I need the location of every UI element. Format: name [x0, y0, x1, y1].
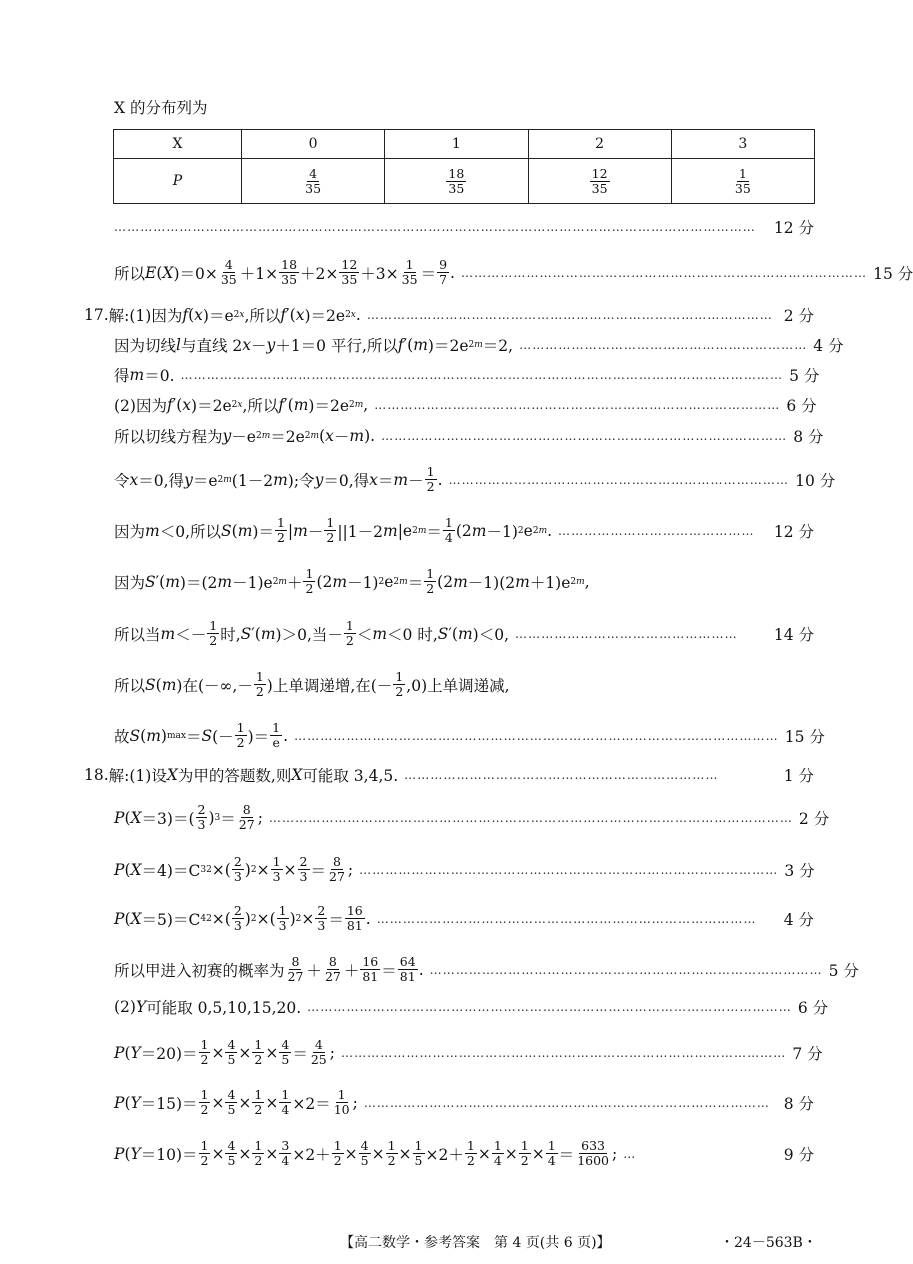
answer-line: 因为 S ′( m )＝(2 m －1)e 2m ＋ $\frac{1}{2}$ (2 m －1) 2 e 2m ＝ $\frac{1}{2}$ (2 m －1)(2 m ＋1)e 2m , — [114, 566, 590, 596]
table-cell: P — [114, 159, 242, 204]
answer-line: 令 x ＝0,得 y ＝e 2m (1－2 m );令 y ＝0,得 x ＝ m － $\frac{1}{2}$ . …………………………………………………………………… 10 分 — [114, 464, 836, 494]
table-header-row — [114, 130, 815, 159]
table-cell: $\frac{12}{35}$ — [528, 159, 671, 204]
answer-line: P ( X ＝5)＝C 4 2 ×( $\frac{2}{3}$ ) 2 ×( $\frac{1}{3}$ ) 2 × $\frac{2}{3}$ ＝ $\frac{16}{81}$ . …………………………………………………………………………… 4 分 — [114, 903, 814, 933]
distribution-intro: X 的分布列为 — [114, 99, 208, 117]
answer-line: (2) Y 可能取 0,5,10,15,20. ………………………………………………………………………………………………… 6 分 — [114, 998, 829, 1017]
table-cell: X — [114, 130, 242, 159]
answer-line: 因为 m ＜0,所以 S ( m )＝ $\frac{1}{2}$ | m － $\frac{1}{2}$ ||1－2 m |e 2m ＝ $\frac{1}{4}$ (2 m －1) 2 e 2m . ……………………………………… 12 分 — [114, 515, 814, 545]
answer-line: (2)因为 f ′( x )＝2e 2x ,所以 f ′( m )＝2e 2m , ………………………………………………………………………………… 6 分 — [114, 396, 817, 415]
table-cell: $\frac{18}{35}$ — [385, 159, 528, 204]
answer-line: 故 S ( m ) max ＝ S (－ $\frac{1}{2}$ )＝ $\frac{1}{e}$ . ………………………………………………………………………………………………… 15 分 — [114, 720, 825, 750]
answer-line: 所以当 m ＜－ $\frac{1}{2}$ 时, S ′( m )＞0,当－ $\frac{1}{2}$ ＜ m ＜0 时, S ′( m )＜0, …………………………………………… 14 分 — [114, 618, 814, 648]
answer-line: 17. 解:(1)因为 f ( x )＝e 2x ,所以 f ′( x )＝2e 2x . ………………………………………………………………………………… 2 分 — [84, 306, 814, 325]
answer-line: 18. 解:(1)设 X 为甲的答题数,则 X 可能取 3,4,5. ……………………………………………………………… 1 分 — [84, 766, 814, 785]
page-code: ・24－563B・ — [720, 1235, 817, 1251]
answer-line: P ( Y ＝20)＝ $\frac{1}{2}$ × $\frac{4}{5}$ × $\frac{1}{2}$ × $\frac{4}{5}$ ＝ $\frac{4}{25}$ ; ………………………………………………………………………………………… 7 分 — [114, 1037, 823, 1067]
answer-line: 所以 E ( X )＝0× $\frac{4}{35}$ ＋1× $\frac{18}{35}$ ＋2× $\frac{12}{35}$ ＋3× $\frac{1}{35}$ ＝ $\frac{9}{7}$ . ………………………………………………………………………………… 15 分 — [114, 257, 913, 287]
answer-line: 所以 S ( m )在(－∞,－ $\frac{1}{2}$ )上单调递增,在(－ $\frac{1}{2}$ ,0)上单调递减, — [114, 669, 510, 699]
table-cell: 1 — [385, 130, 528, 159]
answer-line: 得 m ＝0. ………………………………………………………………………………………………………………………… 5 分 — [114, 366, 820, 385]
page-footer: 【高二数学・参考答案 第 4 页(共 6 页)】 — [340, 1235, 611, 1251]
answer-line: P ( X ＝3)＝( $\frac{2}{3}$ ) 3 ＝ $\frac{8}{27}$ ; ………………………………………………………………………………………………………… 2 分 — [114, 802, 830, 832]
table-cell: 0 — [242, 130, 385, 159]
answer-line: 所以切线方程为 y －e 2m ＝2e 2m ( x － m ). ………………………………………………………………………………… 8 分 — [114, 427, 824, 446]
answer-line: 所以甲进入初赛的概率为 $\frac{8}{27}$ ＋ $\frac{8}{27}$ ＋ $\frac{16}{81}$ ＝ $\frac{64}{81}$ . ……………………………………………………………………………… 5 分 — [114, 954, 859, 984]
distribution-table — [113, 129, 815, 204]
answer-line: P ( Y ＝10)＝ $\frac{1}{2}$ × $\frac{4}{5}$ × $\frac{1}{2}$ × $\frac{3}{4}$ ×2＋ $\frac{1}{2}$ × $\frac{4}{5}$ × $\frac{1}{2}$ × $\frac{1}{5}$ ×2＋ $\frac{1}{2}$ × $\frac{1}{4}$ × $\frac{1}{2}$ × $\frac{1}{4}$ ＝ $\frac{633}{1600}$ ; … 9 分 — [114, 1138, 814, 1168]
table-cell: $\frac{4}{35}$ — [242, 159, 385, 204]
table-cell: 3 — [671, 130, 814, 159]
answer-line: 因为切线 l 与直线 2 x － y ＋1＝0 平行,所以 f ′( m )＝2e 2m ＝2, ………………………………………………………… 4 分 — [114, 336, 844, 355]
table-cell: $\frac{1}{35}$ — [671, 159, 814, 204]
answer-line: P ( Y ＝15)＝ $\frac{1}{2}$ × $\frac{4}{5}$ × $\frac{1}{2}$ × $\frac{1}{4}$ ×2＝ $\frac{1}{10}$ ; ………………………………………………………………………………… 8 分 — [114, 1087, 814, 1117]
table-cell: 2 — [528, 130, 671, 159]
answer-line: ………………………………………………………………………………………………………………………………… 12 分 — [114, 219, 814, 237]
answer-line: P ( X ＝4)＝C 3 2 ×( $\frac{2}{3}$ ) 2 × $\frac{1}{3}$ × $\frac{2}{3}$ ＝ $\frac{8}{27}$ ; …………………………………………………………………………………… 3 分 — [114, 854, 815, 884]
table-prob-row — [114, 159, 815, 204]
